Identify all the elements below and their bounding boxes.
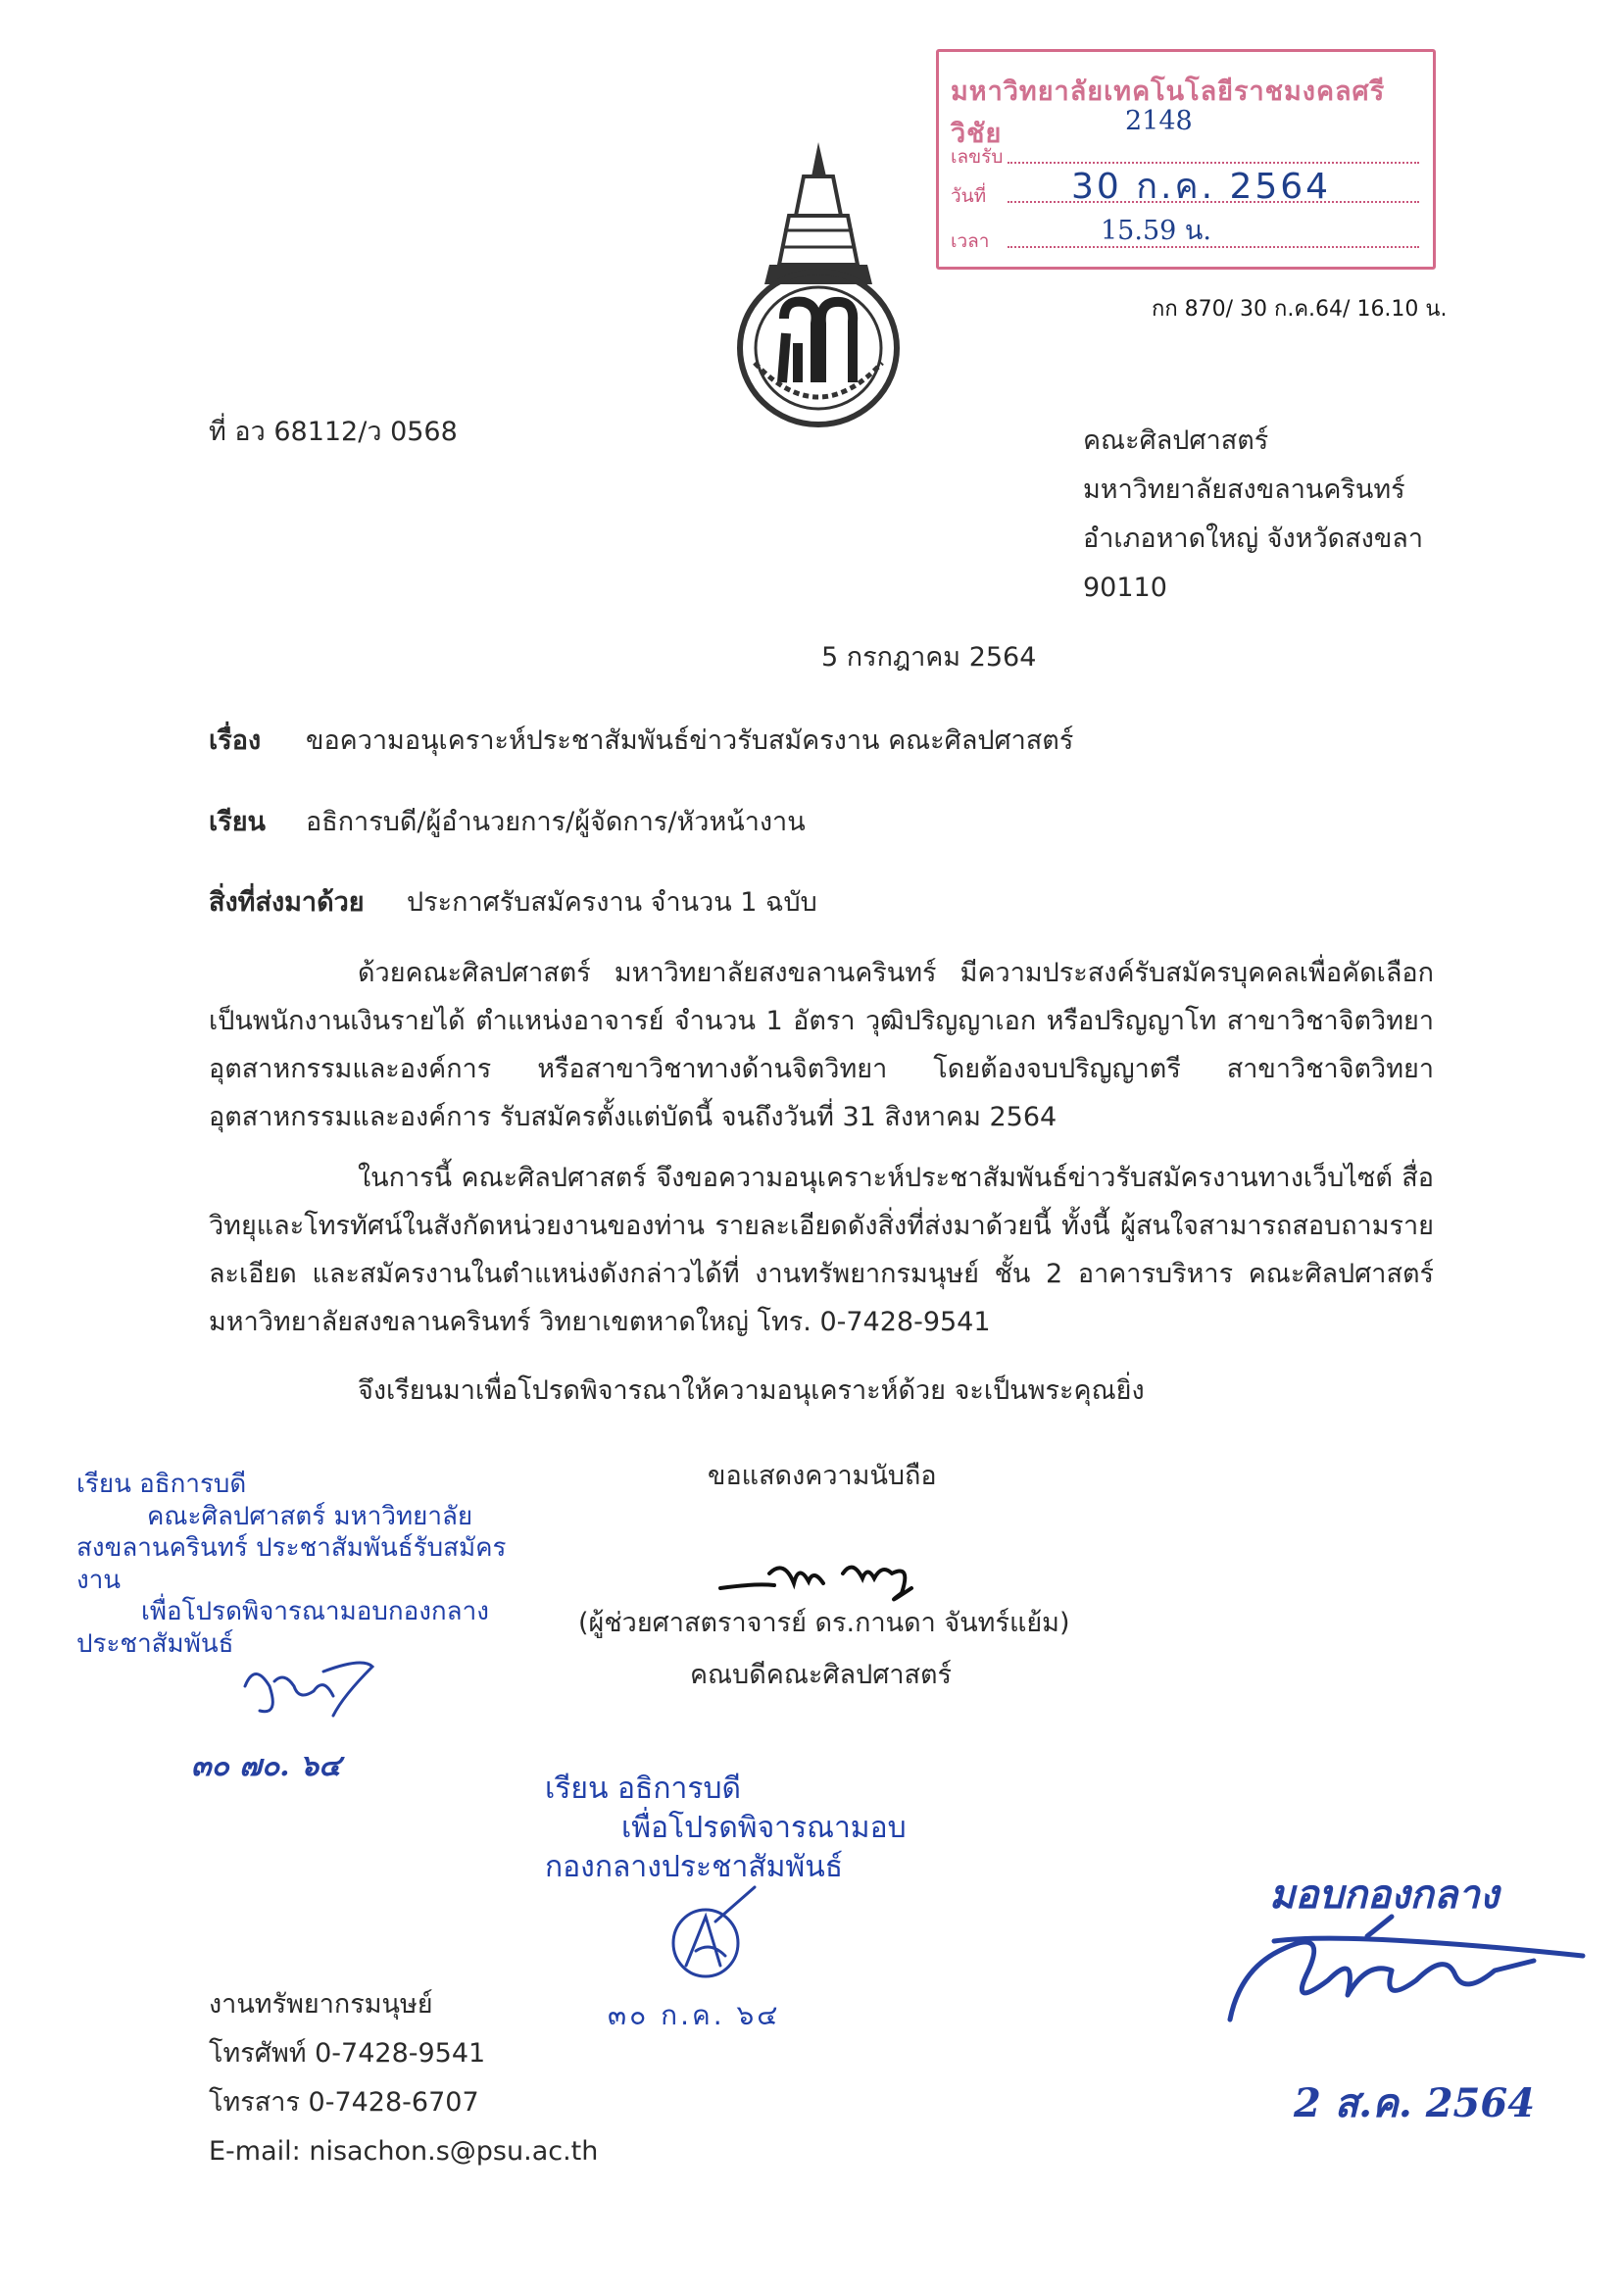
- reference-number: ที่ อว 68112/ว 0568: [209, 417, 458, 447]
- stamp-time: 15.59 น.: [1101, 216, 1211, 246]
- enclosure-text: ประกาศรับสมัครงาน จำนวน 1 ฉบับ: [407, 887, 817, 918]
- contact-email: E-mail: nisachon.s@psu.ac.th: [209, 2136, 599, 2167]
- address-line: 90110: [1083, 573, 1167, 603]
- center-routing-memo: [545, 1770, 907, 1887]
- received-stamp: [936, 49, 1436, 270]
- letter-date: 5 กรกฎาคม 2564: [821, 642, 1037, 673]
- right-handwritten-signature: [1220, 1912, 1602, 2029]
- signatory-title: คณบดีคณะศิลปศาสตร์: [690, 1660, 953, 1690]
- subject-text: ขอความอนุเคราะห์ประชาสัมพันธ์ข่าวรับสมัครงาน คณะศิลปศาสตร์: [306, 725, 1074, 756]
- address-line: มหาวิทยาลัยสงขลานครินทร์: [1083, 474, 1405, 505]
- complimentary-close: ขอแสดงความนับถือ: [708, 1461, 937, 1491]
- memo-line: เพื่อโปรดพิจารณามอบ: [621, 1811, 907, 1845]
- left-routing-memo: [76, 1469, 527, 1660]
- enclosure-label: สิ่งที่ส่งมาด้วย: [209, 887, 365, 918]
- signatory-name: (ผู้ช่วยศาสตราจารย์ ดร.กานดา จันทร์แย้ม): [578, 1608, 1070, 1638]
- recipient-label: เรียน: [209, 807, 267, 837]
- paragraph-text: ในการนี้ คณะศิลปศาสตร์ จึงขอความอนุเคราะห์ประชาสัมพันธ์ข่าวรับสมัครงานทางเว็บไซต์ สื่อวิทยุและโทรทัศน์ในสังกัดหน่วยงานของท่าน รายละเอียดดังสิ่งที่ส่งมาด้วยนี้ ทั้งนี้ ผู้สนใจสามารถสอบถามรายละเอียด และสมัครงานในตำแหน่งดังกล่าวได้ที่ งานทรัพยากรมนุษย์ ชั้น 2 อาคารบริหาร คณะศิลปศาสตร์ มหาวิทยาลัยสงขลานครินทร์ วิทยาเขตหาดใหญ่ โทร. 0-7428-9541: [209, 1163, 1434, 1337]
- left-memo-date: ๓๐ ๗๐. ๖๔: [191, 1749, 341, 1783]
- stamp-received-label: เลขรับ: [951, 146, 1004, 168]
- stamp-received-number: 2148: [1125, 106, 1193, 136]
- center-memo-signature: [657, 1882, 774, 1990]
- stamp-header: มหาวิทยาลัยเทคโนโลยีราชมงคลศรีวิชัย: [951, 76, 1386, 149]
- contact-block: [209, 1980, 598, 2176]
- address-line: คณะศิลปศาสตร์: [1083, 425, 1269, 456]
- memo-line: กองกลางประชาสัมพันธ์: [545, 1850, 844, 1884]
- stamp-date: 30 ก.ค. 2564: [1071, 167, 1332, 207]
- body-paragraph-1: [209, 949, 1434, 1141]
- memo-line: งาน: [76, 1565, 122, 1595]
- stamp-dotline: [1008, 201, 1419, 203]
- paragraph-text: ด้วยคณะศิลปศาสตร์ มหาวิทยาลัยสงขลานครินทร์ มีความประสงค์รับสมัครบุคคลเพื่อคัดเลือกเป็นพนักงานเงินรายได้ ตำแหน่งอาจารย์ จำนวน 1 อัตรา วุฒิปริญญาเอก หรือปริญญาโท สาขาวิชาจิตวิทยาอุตสาหกรรมและองค์การ หรือสาขาวิชาทางด้านจิตวิทยา โดยต้องจบปริญญาตรี สาขาวิชาจิตวิทยาอุตสาหกรรมและองค์การ รับสมัครตั้งแต่บัดนี้ จนถึงวันที่ 31 สิงหาคม 2564: [209, 958, 1434, 1132]
- stamp-time-label: เวลา: [951, 230, 990, 252]
- right-handwritten-note: มอบกองกลาง: [1269, 1872, 1500, 1918]
- memo-line: เรียน อธิการบดี: [76, 1470, 247, 1499]
- recipient-text: อธิการบดี/ผู้อำนวยการ/ผู้จัดการ/หัวหน้างาน: [306, 807, 806, 837]
- memo-line: ประชาสัมพันธ์: [76, 1628, 234, 1659]
- body-paragraph-2: [209, 1154, 1434, 1346]
- memo-line: สงขลานครินทร์ ประชาสัมพันธ์รับสมัคร: [76, 1533, 507, 1563]
- center-memo-date: ๓๐ ก.ค. ๖๔: [608, 1999, 781, 2031]
- university-emblem-logo: [725, 137, 911, 431]
- memo-line: คณะศิลปศาสตร์ มหาวิทยาลัย: [147, 1501, 473, 1531]
- routing-note: กก 870/ 30 ก.ค.64/ 16.10 น.: [1152, 297, 1448, 322]
- signatory-signature: [715, 1544, 951, 1613]
- stamp-date-label: วันที่: [951, 185, 987, 207]
- memo-line: เพื่อโปรดพิจารณามอบกองกลาง: [141, 1597, 489, 1626]
- right-handwritten-date: 2 ส.ค. 2564: [1294, 2080, 1536, 2126]
- address-line: อำเภอหาดใหญ่ จังหวัดสงขลา: [1083, 524, 1424, 554]
- contact-department: งานทรัพยากรมนุษย์: [209, 1989, 433, 2020]
- stamp-dotline: [1008, 246, 1419, 248]
- contact-fax: โทรสาร 0-7428-6707: [209, 2087, 479, 2118]
- memo-line: เรียน อธิการบดี: [545, 1772, 741, 1806]
- contact-phone: โทรศัพท์ 0-7428-9541: [209, 2038, 486, 2069]
- subject-label: เรื่อง: [209, 725, 262, 756]
- left-memo-signature: [225, 1657, 392, 1735]
- sender-address: [1083, 417, 1423, 613]
- closing-request: จึงเรียนมาเพื่อโปรดพิจารณาให้ความอนุเคราะห์ด้วย จะเป็นพระคุณยิ่ง: [358, 1375, 1145, 1406]
